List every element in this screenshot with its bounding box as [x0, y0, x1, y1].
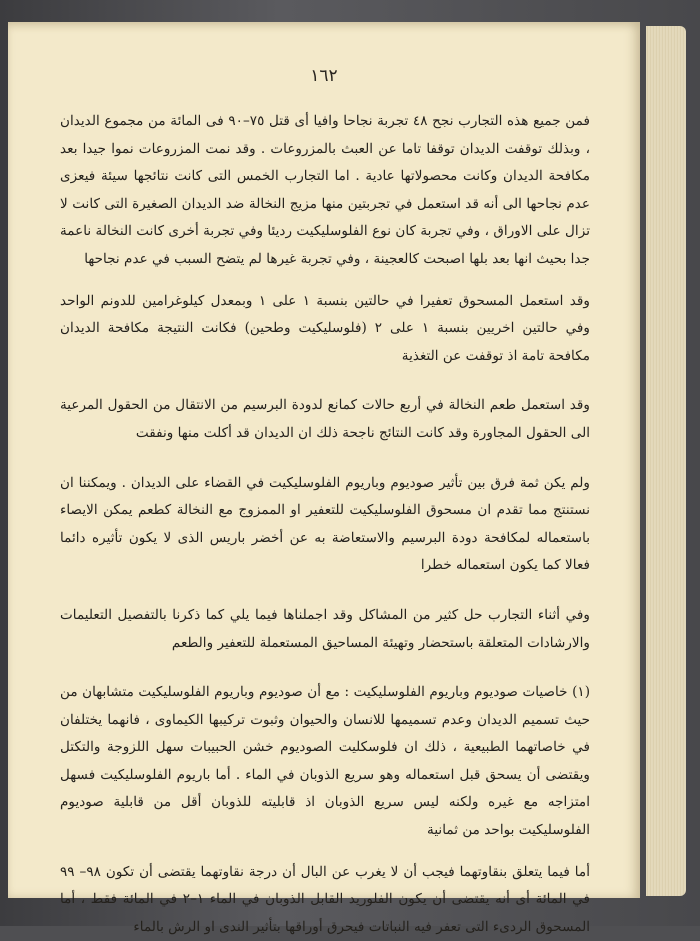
paragraph-problems: وفي أثناء التجارب حل كثير من المشاكل وقد اجملناها فيما يلي كما ذكرنا بالتفصيل التعليمات والارشادات المتعلقة باستحضار وتهيئة المساحيق المستعملة للتعفير والطعم: [60, 606, 590, 651]
paragraph-comparison: ولم يكن ثمة فرق بين تأثير صوديوم وباريوم الفلوسليكيت في القضاء على الديدان . ويمكننا ان نستنتج مما تقدم ان مسحوق الفلوسليكيت للتعفير او الممزوج مع النخالة كطعم يمكن الايصاء باستعماله لمكافحة دودة البرسيم والاستعاضة به عن أخضر باريس الذى لا يكون تأثيره دائما فعالا كما يكون استعماله خطرا: [60, 474, 590, 574]
paragraph-dusting: وقد استعمل المسحوق تعفيرا في حالتين بنسبة ١ على ١ وبمعدل كيلوغرامين للدونم الواحد وفي حالتين اخريين بنسبة ١ على ٢ (فلوسليكيت وطحين) فكانت النتيجة مكافحة الديدان مكافحة تامة اذ توقفت عن التغذية: [60, 292, 590, 364]
page-number: ١٦٢: [310, 66, 338, 86]
page-edges: [646, 26, 686, 896]
page-body: [60, 108, 590, 941]
paragraph-bran-bait: وقد استعمل طعم النخالة في أربع حالات كمانع لدودة البرسيم من الانتقال من الحقول المرعية الى الحقول المجاورة وقد كانت النتائج ناجحة ذلك ان الديدان قد أكلت منها ونفقت: [60, 397, 590, 441]
paragraph-properties: (١) خاصيات صوديوم وباريوم الفلوسليكيت : مع أن صوديوم وباريوم الفلوسليكيت متشابهان من حيث تسميم الديدان وعدم تسميمها للانسان والحيوان وثبوت تركيبها الكيماوى ، فانهما يختلفان في خاصاتهما الطبيعية ، ذلك ان فلوسكليت الصوديوم خشن الحبيبات سهل اللزوجة والتكتل ويقتضى أن يسحق قبل استعماله وهو سريع الذوبان في الماء . أما باريوم الفلوسليكيت فسهل امتزاجه مع غيره ولكنه ليس سريع الذوبان اذ قابليته للذوبان أقل من قابلية صوديوم الفلوسليكيت بواحد من ثمانية: [60, 684, 590, 839]
paragraph-purity: أما فيما يتعلق بنقاوتهما فيجب أن لا يغرب عن البال أن درجة نقاوتهما يقتضى أن تكون ٩٨– ٩٩ في المائة أى أنه يقتضى أن يكون الفلوريد القابل الذوبان في الماء ١–٢ في المائة فقط ، أما المسحوق الردىء التى تعفر فيه النباتات فيحرق أوراقها بتأثير الندى او الرش بالماء: [60, 863, 591, 935]
book-page: [8, 22, 640, 935]
paragraph-results: فمن جميع هذه التجارب نجح ٤٨ تجربة نجاحا وافيا أى قتل ٧٥–٩٠ فى المائة من مجموع الديدان ، وبذلك توقفت الديدان توقفا تاما عن العبث بالمزروعات . وقد نمت المزروعات نموا جيدا بعد مكافحة الديدان وكانت محصولاتها عادية . اما التجارب الخمس التى كانت نتائجها سيئة فيعزى عدم نجاحها الى أنه قد استعمل في تجربتين منها مزيج النخالة ضد الديدان الصغيرة التى كانت لا تزال على الاوراق ، وفي تجربة كان نوع الفلوسليكيت رديئا وفي تجربة أخرى كانت النخالة ناعمة جدا بحيث انها بعد بلها اصبحت كالعجينة ، وفي تجربة غيرها لم يتضح السبب في عدم نجاحها: [60, 113, 591, 267]
